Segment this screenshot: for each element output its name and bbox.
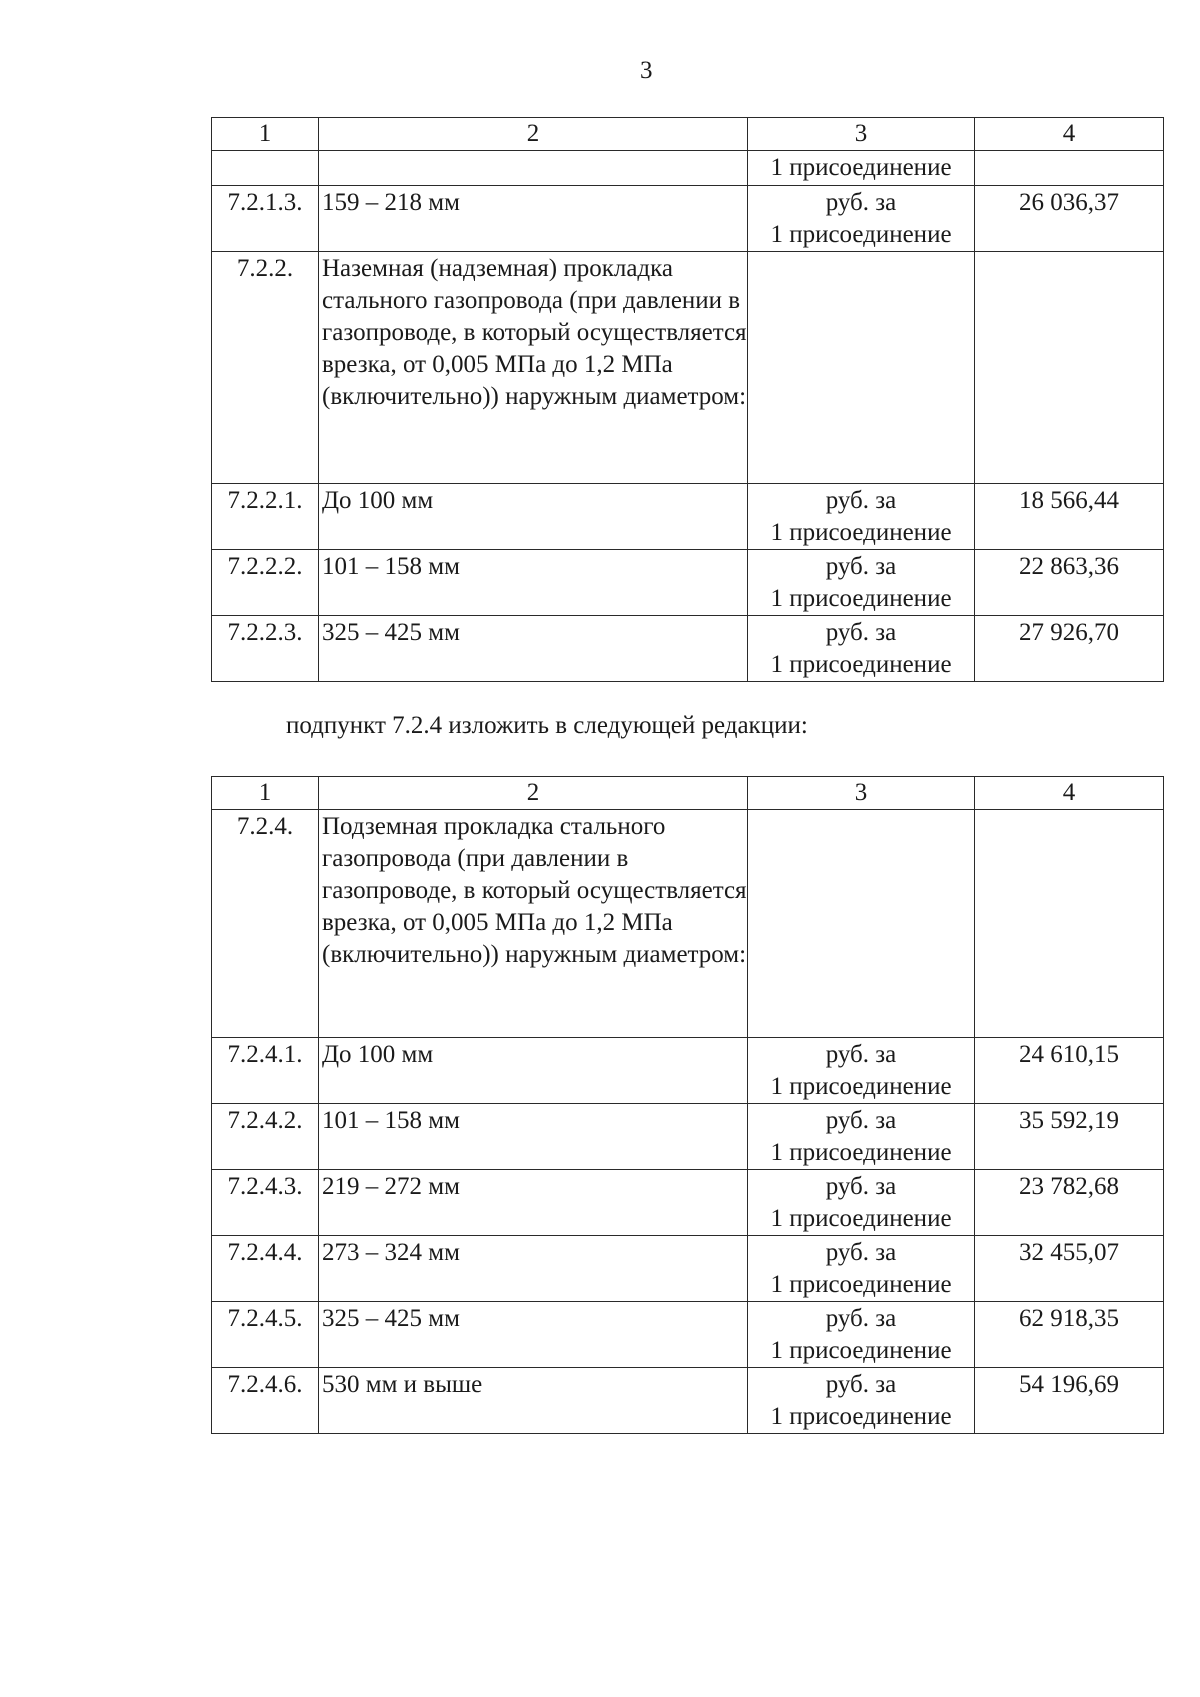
item-description: До 100 мм — [319, 484, 748, 550]
unit-line: 1 присоединение — [770, 651, 952, 678]
unit-line: руб. за — [825, 1371, 897, 1398]
item-number: 7.2.2.2. — [212, 550, 319, 616]
item-value: 32 455,07 — [975, 1236, 1164, 1302]
item-value — [975, 810, 1164, 1038]
item-description — [319, 151, 748, 186]
item-description: До 100 мм — [319, 1038, 748, 1104]
item-value — [975, 151, 1164, 186]
tariff-table-1 — [211, 117, 1164, 682]
item-value — [975, 252, 1164, 484]
table-row — [212, 1104, 1164, 1170]
table-row — [212, 151, 1164, 186]
item-number: 7.2.4. — [212, 810, 319, 1038]
item-unit — [748, 1170, 975, 1236]
item-description: Подземная прокладка стального газопровода (при давлении в газопроводе, в который осуществляется врезка, от 0,005 МПа до 1,2 МПа (включительно)) наружным диаметром: — [319, 810, 748, 1038]
item-value: 18 566,44 — [975, 484, 1164, 550]
item-number: 7.2.2.3. — [212, 616, 319, 682]
unit-line: руб. за — [825, 1041, 897, 1068]
table-row — [212, 1368, 1164, 1434]
item-number: 7.2.4.6. — [212, 1368, 319, 1434]
unit-line: руб. за — [825, 1173, 897, 1200]
table-header-row — [212, 777, 1164, 810]
unit-line: 1 присоединение — [770, 1271, 952, 1298]
item-description: 530 мм и выше — [319, 1368, 748, 1434]
item-unit — [748, 810, 975, 1038]
item-value: 62 918,35 — [975, 1302, 1164, 1368]
item-description: 101 – 158 мм — [319, 550, 748, 616]
item-unit — [748, 252, 975, 484]
item-unit — [748, 1368, 975, 1434]
item-value: 22 863,36 — [975, 550, 1164, 616]
unit-line: 1 присоединение — [770, 1139, 952, 1166]
item-number: 7.2.4.5. — [212, 1302, 319, 1368]
item-number: 7.2.1.3. — [212, 186, 319, 252]
item-unit — [748, 550, 975, 616]
unit-line: 1 присоединение — [770, 519, 952, 546]
item-unit — [748, 151, 975, 186]
item-number: 7.2.4.1. — [212, 1038, 319, 1104]
table-header-row — [212, 118, 1164, 151]
item-value: 26 036,37 — [975, 186, 1164, 252]
item-number: 7.2.4.3. — [212, 1170, 319, 1236]
table-row — [212, 616, 1164, 682]
table-row — [212, 1038, 1164, 1104]
item-description: Наземная (надземная) прокладка стального газопровода (при давлении в газопроводе, в который осуществляется врезка, от 0,005 МПа до 1,2 МПа (включительно)) наружным диаметром: — [319, 252, 748, 484]
item-unit — [748, 1104, 975, 1170]
header-cell: 2 — [319, 777, 748, 810]
unit-line: 1 присоединение — [770, 221, 952, 248]
item-number: 7.2.4.4. — [212, 1236, 319, 1302]
unit-line: руб. за — [825, 1107, 897, 1134]
header-cell: 1 — [212, 777, 319, 810]
item-number: 7.2.2. — [212, 252, 319, 484]
item-unit — [748, 1236, 975, 1302]
item-number — [212, 151, 319, 186]
unit-line: 1 присоединение — [770, 154, 952, 181]
table-row — [212, 1236, 1164, 1302]
item-description: 159 – 218 мм — [319, 186, 748, 252]
instruction-text: подпункт 7.2.4 изложить в следующей редакции: — [286, 712, 808, 739]
item-unit — [748, 1302, 975, 1368]
item-description: 219 – 272 мм — [319, 1170, 748, 1236]
table-row — [212, 550, 1164, 616]
table-row — [212, 1302, 1164, 1368]
unit-line: 1 присоединение — [770, 1205, 952, 1232]
item-value: 23 782,68 — [975, 1170, 1164, 1236]
table-row — [212, 810, 1164, 1038]
header-cell: 4 — [975, 777, 1164, 810]
unit-line: руб. за — [825, 553, 897, 580]
item-number: 7.2.4.2. — [212, 1104, 319, 1170]
tariff-table-2 — [211, 776, 1164, 1434]
item-description: 101 – 158 мм — [319, 1104, 748, 1170]
item-value: 24 610,15 — [975, 1038, 1164, 1104]
table-row — [212, 1170, 1164, 1236]
unit-line: руб. за — [825, 1239, 897, 1266]
unit-line: руб. за — [825, 487, 897, 514]
unit-line: руб. за — [825, 1305, 897, 1332]
unit-line: 1 присоединение — [770, 585, 952, 612]
unit-line: 1 присоединение — [770, 1073, 952, 1100]
header-cell: 2 — [319, 118, 748, 151]
unit-line: 1 присоединение — [770, 1337, 952, 1364]
item-unit — [748, 484, 975, 550]
page-number: 3 — [640, 57, 653, 84]
unit-line: руб. за — [825, 619, 897, 646]
item-unit — [748, 616, 975, 682]
header-cell: 3 — [748, 118, 975, 151]
item-value: 27 926,70 — [975, 616, 1164, 682]
table-row — [212, 484, 1164, 550]
item-description: 273 – 324 мм — [319, 1236, 748, 1302]
table-row — [212, 252, 1164, 484]
item-number: 7.2.2.1. — [212, 484, 319, 550]
unit-line: 1 присоединение — [770, 1403, 952, 1430]
item-value: 54 196,69 — [975, 1368, 1164, 1434]
header-cell: 3 — [748, 777, 975, 810]
header-cell: 4 — [975, 118, 1164, 151]
item-unit — [748, 1038, 975, 1104]
item-value: 35 592,19 — [975, 1104, 1164, 1170]
table-row — [212, 186, 1164, 252]
item-unit — [748, 186, 975, 252]
item-description: 325 – 425 мм — [319, 1302, 748, 1368]
unit-line: руб. за — [825, 189, 897, 216]
header-cell: 1 — [212, 118, 319, 151]
item-description: 325 – 425 мм — [319, 616, 748, 682]
